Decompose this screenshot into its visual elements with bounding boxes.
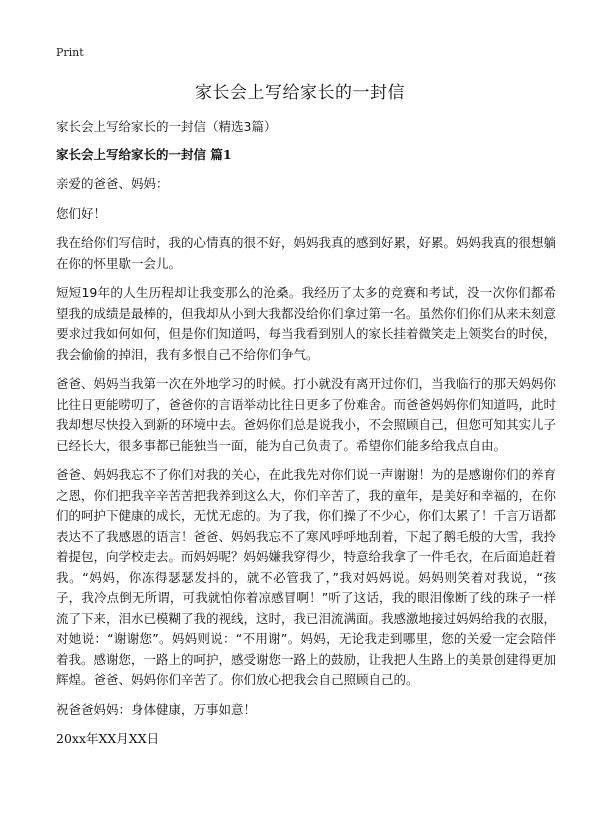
closing-wish: 祝爸爸妈妈：身体健康，万事如意！ [56,701,257,717]
paragraph-2: 短短19年的人生历程却让我变那么的沧桑。我经历了太多的竞赛和考试，没一次你们都希望我的成绩是最棒的，但我却从小到大我都没给你们拿过第一名。虽然你们你们从来未刻意要求过我如何如何，但是你们知道吗，每当我看到别人的家长挂着微笑走上领奖台的时侯，我会偷偷的掉泪，我有多恨自己不给你们争气。 [56,285,557,362]
article-subtitle: 家长会上写给家长的一封信（精选3篇） [56,119,277,134]
print-link[interactable]: Print [56,46,84,59]
section-heading: 家长会上写给家长的一封信 篇1 [56,147,232,162]
paragraph-1: 我在给你们写信时，我的心情真的很不好，妈妈我真的感到好累，好累。妈妈我真的很想躺在你的怀里歇一会儿。 [56,235,557,271]
paragraph-4: 爸爸、妈妈我忘不了你们对我的关心，在此我先对你们说一声谢谢！为的是感谢你们的养育之恩，你们把我辛辛苦苦把我养到这么大，你们辛苦了，我的童年，是美好和幸福的，在你们的呵护下健康的成长，无忧无虑的。为了我，你们操了不少心，你们太累了！千言万语都表达不了我感恩的语言！爸爸、妈妈我忘不了寒风呼呼地刮着，下起了鹅毛般的大雪，我拎着提包，向学校走去。而妈妈呢？妈妈嫌我穿得少，特意给我拿了一件毛衣，在后面追赶着我。“妈妈，你冻得瑟瑟发抖的，就不必管我了，”我对妈妈说。妈妈则笑着对我说，“孩子，我冷点倒无所谓，可我就怕你着凉感冒啊！”听了这话，我的眼泪像断了线的珠子一样流了下来，泪水已模糊了我的视线，这时，我已泪流满面。我感激地接过妈妈给我的衣服，对她说：“谢谢您”。妈妈则说：“不用谢”。妈妈，无论我走到哪里，您的关爱一定会陪伴着我。感谢您，一路上的呵护，感受谢您一路上的鼓励，让我把人生路上的美景创建得更加辉煌。爸爸、妈妈你们辛苦了。你们放心把我会自己照顾自己的。 [56,467,557,687]
paragraph-3: 爸爸、妈妈当我第一次在外地学习的时候。打小就没有离开过你们，当我临行的那天妈妈你比往日更能唠叨了，爸爸你的言语举动比往日更多了份难舍。而爸爸妈妈你们知道吗，此时我却想尽快投入到新的环境中去。爸妈你们总是说我小，不会照顾自己，但您可知其实儿子已经长大，很多事都已能独当一面，能为自己负责了。希望你们能多给我点自由。 [56,376,557,453]
page-title: 家长会上写给家长的一封信 [195,83,405,103]
salutation: 您们好！ [56,205,107,221]
letter-date: 20xx年XX月XX日 [56,731,160,746]
article-body [56,118,556,748]
greeting: 亲爱的爸爸、妈妈： [56,176,169,191]
